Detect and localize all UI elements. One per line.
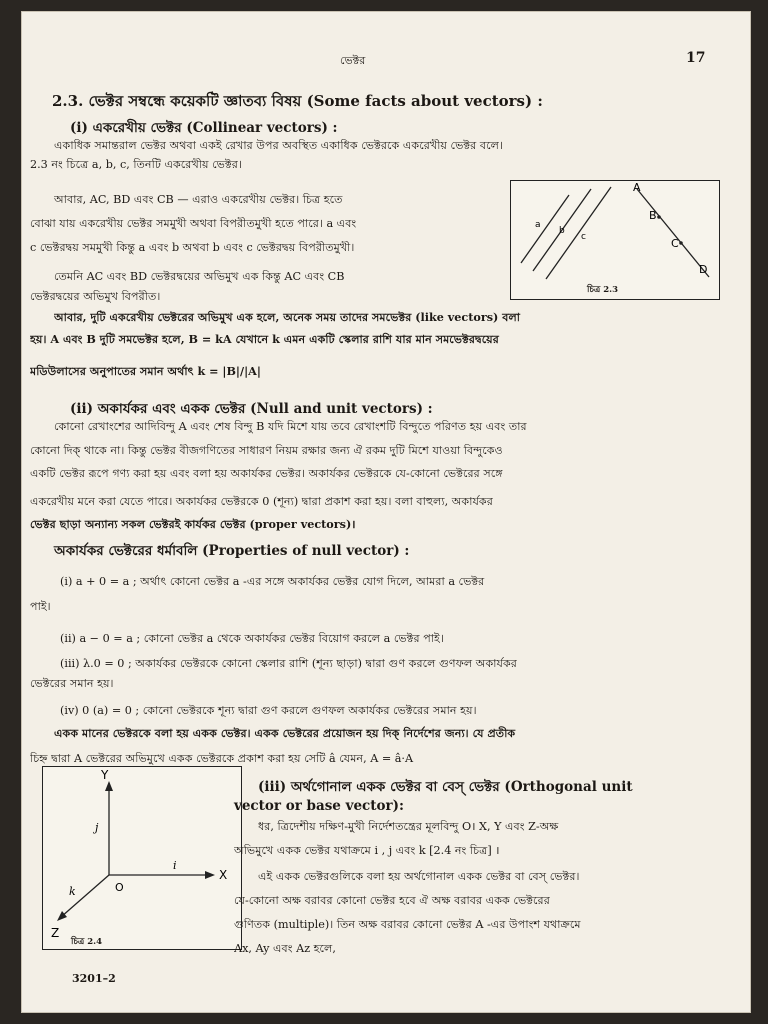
null-property-line: (iv) 0 (a) = 0 ; কোনো ভেক্টরকে শূন্য দ্বারা গুণ করলে গুণফল অকার্যকর ভেক্টরের সমান হয়। [60,704,477,717]
y-axis-arrow [105,781,113,791]
orthogonal-line: এই একক ভেক্টরগুলিকে বলা হয় অর্থগোনাল একক ভেক্টর বা বেস্ ভেক্টর। [258,870,580,883]
orthogonal-line: যে-কোনো অক্ষ বরাবর কোনো ভেক্টর হবে ঐ অক্ষ বরাবর একক ভেক্টরের [234,894,550,907]
book-page [22,12,750,1012]
label-unit-k: k [69,885,76,898]
null-property-line: চিহ্ন দ্বারা A ভেক্টরের অভিমুখে একক ভেক্টরকে প্রকাশ করা হয় সেটি â যেমন, A = â·A [30,752,414,765]
orthogonal-line: ধর, ত্রিদেশীয় দক্ষিণ-মুখী নির্দেশতন্ত্রের মূলবিন্দু O। X, Y এবং Z-অক্ষ [258,820,559,833]
collinear-line: তেমনি AC এবং BD ভেক্টরদ্বয়ের অভিমুখ এক কিন্তু AC এবং CB [54,270,345,283]
label-c-upper: C [671,237,679,250]
label-origin: O [115,881,124,894]
orthogonal-line: Ax, Ay এবং Az হলে, [234,942,336,955]
null-property-line: একক মানের ভেক্টরকে বলা হয় একক ভেক্টর। একক ভেক্টরের প্রয়োজন হয় দিক্ নির্দেশের জন্য। যে প্রতীক [54,726,516,740]
collinear-line: ভেক্টরদ্বয়ের অভিমুখ বিপরীত। [30,290,161,303]
collinear-line: আবার, AC, BD এবং CB — এরাও একরেখীয় ভেক্টর। চিত্র হতে [54,193,343,206]
collinear-line: বোঝা যায় একরেখীয় ভেক্টর সমমুখী অথবা বিপরীতমুখী হতে পারে। a এবং [30,217,357,230]
vector-c-line [546,187,611,279]
null-unit-heading: (ii) অকার্যকর এবং একক ভেক্টর (Null and unit vectors) : [70,401,433,417]
orthogonal-line: অভিমুখে একক ভেক্টর যথাক্রমে i , j এবং k [2.4 নং চিত্র] । [234,844,500,857]
label-x-axis: X [219,868,228,882]
label-b-upper: B [649,209,657,222]
null-property-line: পাই। [30,600,51,613]
collinear-line: 2.3 নং চিত্রে a, b, c, তিনটি একরেখীয় ভেক্টর। [30,158,242,171]
label-a-lower: a [535,220,541,230]
label-unit-i: i [173,859,177,872]
null-property-line: (iii) λ.0 = 0 ; অকার্যকর ভেক্টরকে কোনো স্কেলার রাশি (শূন্য ছাড়া) দ্বারা গুণ করলে গুণফল অকার্যকর [60,657,517,670]
orthogonal-heading-2: vector or base vector): [234,798,404,814]
footer-code: 3201–2 [72,972,116,985]
label-d-upper: D [699,263,708,276]
collinear-vectors-diagram [511,181,719,299]
null-property-line: ভেক্টরের সমান হয়। [30,677,114,690]
null-unit-line: ভেক্টর ছাড়া অন্যান্য সকল ভেক্টরই কার্যকর ভেক্টর (proper vectors)। [30,517,356,531]
null-unit-line: একটি ভেক্টর রূপে গণ্য করা হয় এবং বলা হয় অকার্যকর ভেক্টর। অকার্যকর ভেক্টরকে যে-কোনো ভেক্টরের সঙ্গে [30,467,503,480]
label-c-lower: c [581,232,586,242]
section-title: 2.3. ভেক্টর সম্বন্ধে কয়েকটি জ্ঞাতব্য বিষয় (Some facts about vectors) : [52,92,543,110]
figure-2-4 [42,766,242,950]
orthogonal-line: গুণিতক (multiple)। তিন অক্ষ বরাবর কোনো ভেক্টর A -এর উপাংশ যথাক্রমে [234,918,581,931]
page-number: 17 [686,50,706,66]
figure-2-3 [510,180,720,300]
orthogonal-heading-1: (iii) অর্থগোনাল একক ভেক্টর বা বেস্ ভেক্টর (Orthogonal unit [258,779,633,795]
null-property-line: (i) a + 0 = a ; অর্থাৎ কোনো ভেক্টর a -এর সঙ্গে অকার্যকর ভেক্টর যোগ দিলে, আমরা a ভেক্টর [60,575,485,588]
point-c [679,241,683,245]
collinear-line: হয়। A এবং B দুটি সমভেক্টর হলে, B = kA যেখানে k এমন একটি স্কেলার রাশি যার মান সমভেক্টরদ্বয়ের [30,332,499,346]
collinear-heading: (i) একরেখীয় ভেক্টর (Collinear vectors) : [70,120,338,136]
collinear-line: মডিউলাসের অনুপাতের সমান অর্থাৎ k = |B|/|A| [30,364,261,378]
label-a-upper: A [633,181,641,194]
x-axis-arrow [205,871,215,879]
collinear-line: একাধিক সমান্তরাল ভেক্টর অথবা একই রেখার উপর অবস্থিত একাধিক ভেক্টরকে একরেখীয় ভেক্টর বলে। [54,139,503,152]
label-z-axis: Z [51,926,60,940]
point-b [657,215,661,219]
null-unit-line: কোনো দিক্ থাকে না। কিন্তু ভেক্টর বীজগণিতের সাধারণ নিয়ম রক্ষার জন্য ঐ রকম দুটি মিশে যাওয়া বিন্দুকেও [30,444,503,457]
label-b-lower: b [559,226,565,236]
collinear-line: c ভেক্টরদ্বয় সমমুখী কিন্তু a এবং b অথবা b এবং c ভেক্টরদ্বয় বিপরীতমুখী। [30,241,355,254]
axes-diagram [43,767,241,949]
label-y-axis: Y [101,768,109,782]
null-property-line: (ii) a − 0 = a ; কোনো ভেক্টর a থেকে অকার্যকর ভেক্টর বিয়োগ করলে a ভেক্টর পাই। [60,632,444,645]
null-unit-line: একরেখীয় মনে করা যেতে পারে। অকার্যকর ভেক্টরকে 0 (শূন্য) দ্বারা প্রকাশ করা হয়। বলা বাহুল্য, অকার্যকর [30,495,493,508]
null-properties-heading: অকার্যকর ভেক্টরের ধর্মাবলি (Properties of null vector) : [54,543,410,559]
running-header: ভেক্টর [340,54,366,67]
label-unit-j: j [95,821,99,834]
null-unit-line: কোনো রেখাংশের আদিবিন্দু A এবং শেষ বিন্দু B যদি মিশে যায় তবে রেখাংশটি বিন্দুতে পরিণত হয় এবং তার [54,420,527,433]
figure-2-4-caption: চিত্র 2.4 [71,937,103,947]
figure-2-3-caption: চিত্র 2.3 [587,285,619,295]
collinear-line: আবার, দুটি একরেখীয় ভেক্টরের অভিমুখ এক হলে, অনেক সময় তাদের সমভেক্টর (like vectors) বলা [54,310,521,324]
